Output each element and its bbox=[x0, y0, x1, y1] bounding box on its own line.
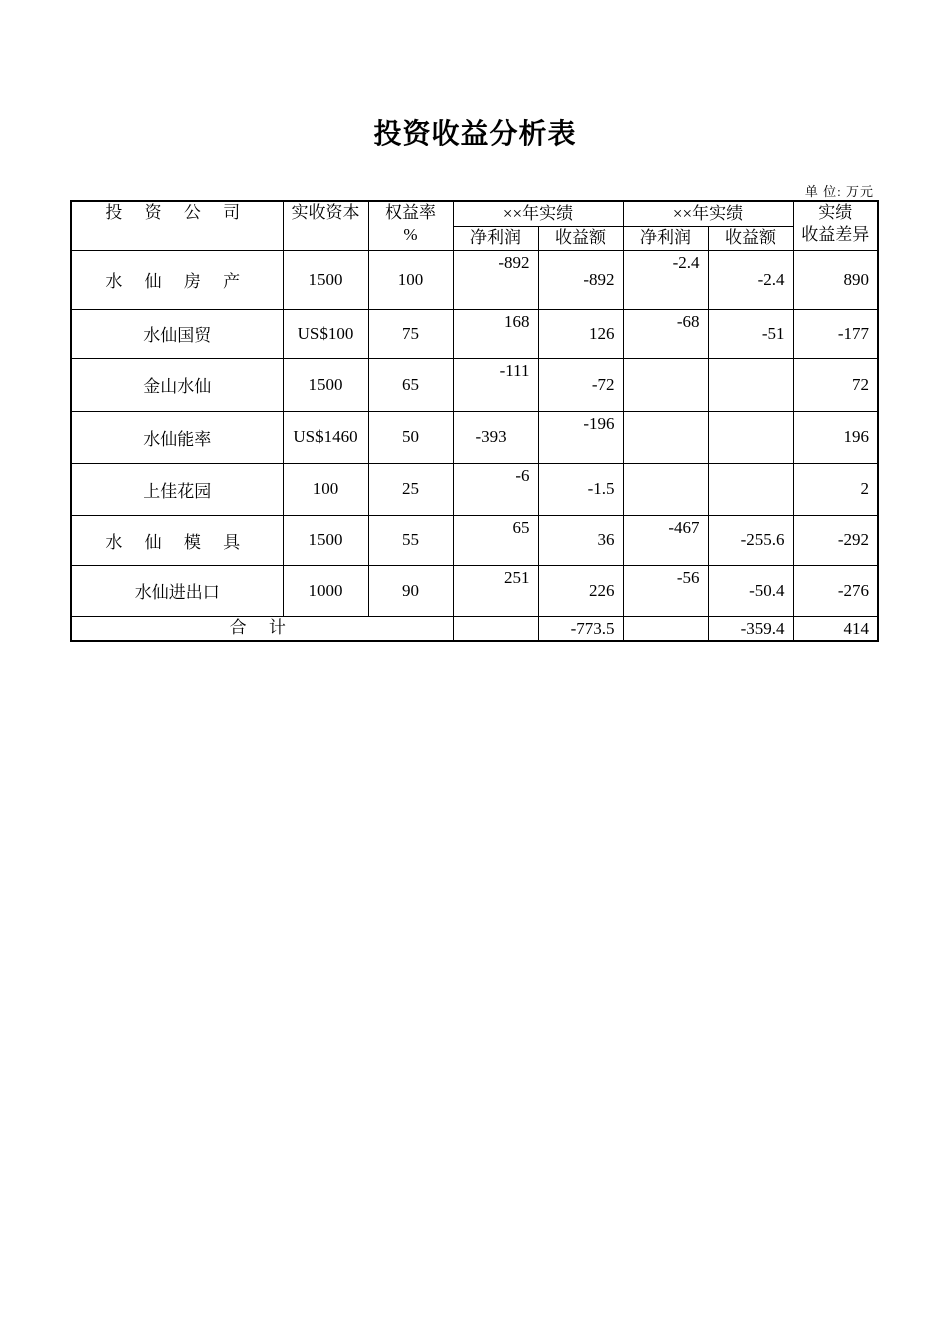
header-net-profit-2: 净利润 bbox=[623, 226, 708, 250]
capital-cell: 100 bbox=[283, 463, 368, 515]
total-net-profit-1-cell bbox=[453, 616, 538, 641]
income-2-cell: -50.4 bbox=[708, 565, 793, 616]
net-profit-1-cell: -892 bbox=[453, 250, 538, 309]
header-year1: ××年实绩 bbox=[453, 201, 623, 226]
capital-cell: 1500 bbox=[283, 515, 368, 565]
header-net-profit-1: 净利润 bbox=[453, 226, 538, 250]
header-equity-rate-line2: % bbox=[403, 225, 418, 244]
header-diff-line2: 收益差异 bbox=[801, 225, 870, 244]
header-capital: 实收资本 bbox=[283, 201, 368, 250]
income-2-cell: -51 bbox=[708, 309, 793, 358]
net-profit-1-cell: -111 bbox=[453, 358, 538, 411]
table-row bbox=[71, 250, 878, 309]
net-profit-2-cell bbox=[623, 358, 708, 411]
rate-cell: 100 bbox=[368, 250, 453, 309]
net-profit-2-cell: -2.4 bbox=[623, 250, 708, 309]
company-cell: 上佳花园 bbox=[71, 463, 283, 515]
income-1-cell: -72 bbox=[538, 358, 623, 411]
company-cell: 水仙进出口 bbox=[71, 565, 283, 616]
total-income-2-cell: -359.4 bbox=[708, 616, 793, 641]
company-cell: 水仙能率 bbox=[71, 411, 283, 463]
header-year2: ××年实绩 bbox=[623, 201, 793, 226]
diff-cell: 2 bbox=[793, 463, 878, 515]
header-diff bbox=[793, 201, 878, 250]
rate-cell: 50 bbox=[368, 411, 453, 463]
header-income-2: 收益额 bbox=[708, 226, 793, 250]
header-equity-rate bbox=[368, 201, 453, 250]
income-1-cell: -196 bbox=[538, 411, 623, 463]
header-company: 投 资 公 司 bbox=[71, 201, 283, 250]
diff-cell: 196 bbox=[793, 411, 878, 463]
rate-cell: 65 bbox=[368, 358, 453, 411]
net-profit-1-cell: -6 bbox=[453, 463, 538, 515]
header-equity-rate-line1: 权益率 bbox=[385, 203, 436, 222]
capital-cell: 1500 bbox=[283, 250, 368, 309]
diff-cell: 72 bbox=[793, 358, 878, 411]
income-1-cell: -892 bbox=[538, 250, 623, 309]
net-profit-1-cell: 65 bbox=[453, 515, 538, 565]
net-profit-2-cell: -68 bbox=[623, 309, 708, 358]
income-2-cell: -2.4 bbox=[708, 250, 793, 309]
net-profit-2-cell: -467 bbox=[623, 515, 708, 565]
income-1-cell: -1.5 bbox=[538, 463, 623, 515]
rate-cell: 25 bbox=[368, 463, 453, 515]
total-income-1-cell: -773.5 bbox=[538, 616, 623, 641]
rate-cell: 55 bbox=[368, 515, 453, 565]
capital-cell: US$100 bbox=[283, 309, 368, 358]
income-2-cell: -255.6 bbox=[708, 515, 793, 565]
investment-income-table bbox=[70, 200, 879, 642]
income-1-cell: 226 bbox=[538, 565, 623, 616]
company-cell: 水 仙 房 产 bbox=[71, 250, 283, 309]
net-profit-2-cell bbox=[623, 411, 708, 463]
income-2-cell bbox=[708, 463, 793, 515]
diff-cell: -177 bbox=[793, 309, 878, 358]
header-diff-line1: 实绩 bbox=[818, 203, 853, 222]
net-profit-2-cell bbox=[623, 463, 708, 515]
table-row bbox=[71, 463, 878, 515]
table-row bbox=[71, 358, 878, 411]
table-row bbox=[71, 565, 878, 616]
total-diff-cell: 414 bbox=[793, 616, 878, 641]
total-net-profit-2-cell bbox=[623, 616, 708, 641]
income-1-cell: 126 bbox=[538, 309, 623, 358]
table-row bbox=[71, 309, 878, 358]
capital-cell: 1500 bbox=[283, 358, 368, 411]
net-profit-1-cell: 251 bbox=[453, 565, 538, 616]
rate-cell: 75 bbox=[368, 309, 453, 358]
unit-label: 单 位: 万元 bbox=[804, 184, 874, 199]
header-income-1: 收益额 bbox=[538, 226, 623, 250]
company-cell: 金山水仙 bbox=[71, 358, 283, 411]
net-profit-2-cell: -56 bbox=[623, 565, 708, 616]
table-row bbox=[71, 515, 878, 565]
diff-cell: -276 bbox=[793, 565, 878, 616]
income-1-cell: 36 bbox=[538, 515, 623, 565]
diff-cell: -292 bbox=[793, 515, 878, 565]
capital-cell: 1000 bbox=[283, 565, 368, 616]
rate-cell: 90 bbox=[368, 565, 453, 616]
total-label: 合 计 bbox=[71, 616, 453, 641]
income-2-cell bbox=[708, 358, 793, 411]
capital-cell: US$1460 bbox=[283, 411, 368, 463]
table-row bbox=[71, 411, 878, 463]
page-title: 投资收益分析表 bbox=[373, 117, 577, 150]
net-profit-1-cell: 168 bbox=[453, 309, 538, 358]
company-cell: 水 仙 模 具 bbox=[71, 515, 283, 565]
total-row bbox=[71, 616, 878, 641]
company-cell: 水仙国贸 bbox=[71, 309, 283, 358]
diff-cell: 890 bbox=[793, 250, 878, 309]
income-2-cell bbox=[708, 411, 793, 463]
net-profit-1-cell: -393 bbox=[453, 411, 538, 463]
